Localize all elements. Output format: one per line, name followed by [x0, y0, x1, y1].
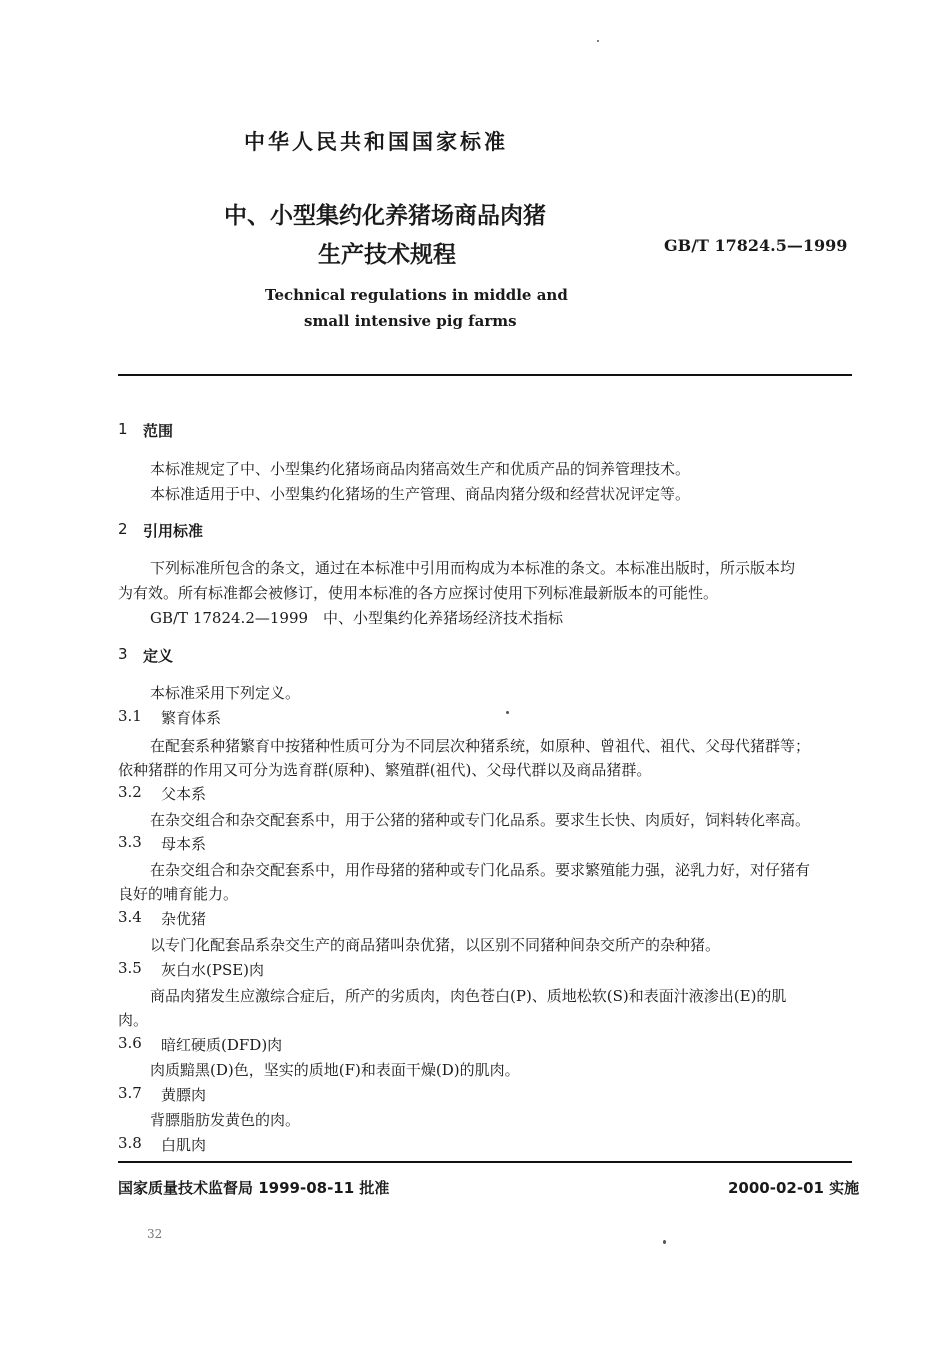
definition-3-5-line1: 商品肉猪发生应激综合症后，所产的劣质肉，肉色苍白(P)、质地松软(S)和表面汁液渗出(E)的肌 [150, 987, 787, 1005]
section-1-paragraph-2: 本标准适用于中、小型集约化猪场的生产管理、商品肉猪分级和经营状况评定等。 [150, 485, 691, 503]
section-2-paragraph-line2: 为有效。所有标准都会被修订，使用本标准的各方应探讨使用下列标准最新版本的可能性。 [118, 584, 719, 602]
section-2-number: 2 [118, 520, 128, 538]
footer-divider [118, 1161, 852, 1163]
definition-3-4-number: 3.4 [118, 908, 142, 926]
definition-3-1-number: 3.1 [118, 707, 142, 725]
definition-3-2-line1: 在杂交组合和杂交配套系中，用于公猪的猪种或专门化品系。要求生长快、肉质好，饲料转化率高。 [150, 811, 811, 829]
title-en-line2: small intensive pig farms [304, 312, 517, 330]
definition-3-3-line2: 良好的哺育能力。 [118, 885, 239, 903]
scan-speck [663, 1240, 666, 1244]
definition-3-6-term: 暗红硬质(DFD)肉 [161, 1036, 283, 1054]
definition-3-5-term: 灰白水(PSE)肉 [161, 961, 265, 979]
section-3-number: 3 [118, 645, 128, 663]
section-3-intro: 本标准采用下列定义。 [150, 684, 301, 702]
standard-number: GB/T 17824.5—1999 [664, 236, 848, 255]
definition-3-2-term: 父本系 [161, 785, 207, 803]
section-1-title: 范围 [143, 422, 174, 440]
definition-3-7-number: 3.7 [118, 1084, 142, 1102]
title-cn-line1: 中、小型集约化养猪场商品肉猪 [224, 203, 546, 229]
definition-3-7-line1: 背膘脂肪发黄色的肉。 [150, 1111, 301, 1129]
definition-3-4-line1: 以专门化配套品系杂交生产的商品猪叫杂优猪，以区别不同猪种间杂交所产的杂种猪。 [150, 936, 721, 954]
definition-3-3-line1: 在杂交组合和杂交配套系中，用作母猪的猪种或专门化品系。要求繁殖能力强，泌乳力好，对仔猪有 [150, 861, 811, 879]
scan-speck [597, 40, 599, 42]
title-en-line1: Technical regulations in middle and [265, 286, 568, 304]
definition-3-6-line1: 肉质黯黑(D)色，坚实的质地(F)和表面干燥(D)的肌肉。 [150, 1061, 520, 1079]
definition-3-3-term: 母本系 [161, 835, 207, 853]
definition-3-8-term: 白肌肉 [161, 1136, 207, 1154]
definition-3-4-term: 杂优猪 [161, 910, 207, 928]
definition-3-3-number: 3.3 [118, 833, 142, 851]
definition-3-8-number: 3.8 [118, 1134, 142, 1152]
definition-3-1-term: 繁育体系 [161, 709, 222, 727]
section-3-title: 定义 [143, 647, 174, 665]
scan-speck [506, 711, 509, 714]
national-standard-heading: 中华人民共和国国家标准 [244, 130, 508, 154]
section-2-reference: GB/T 17824.2—1999 中、小型集约化养猪场经济技术指标 [150, 609, 564, 627]
header-divider [118, 374, 852, 376]
definition-3-5-line2: 肉。 [118, 1011, 149, 1029]
title-cn-line2: 生产技术规程 [318, 242, 456, 268]
section-1-number: 1 [118, 420, 128, 438]
definition-3-6-number: 3.6 [118, 1034, 142, 1052]
implementation-date: 2000-02-01 实施 [728, 1179, 860, 1197]
section-1-paragraph-1: 本标准规定了中、小型集约化猪场商品肉猪高效生产和优质产品的饲养管理技术。 [150, 460, 691, 478]
section-2-title: 引用标准 [143, 522, 204, 540]
definition-3-5-number: 3.5 [118, 959, 142, 977]
definition-3-2-number: 3.2 [118, 783, 142, 801]
approval-line: 国家质量技术监督局 1999-08-11 批准 [118, 1179, 390, 1197]
section-2-paragraph-line1: 下列标准所包含的条文，通过在本标准中引用而构成为本标准的条文。本标准出版时，所示版本均 [150, 559, 796, 577]
definition-3-7-term: 黄膘肉 [161, 1086, 207, 1104]
definition-3-1-line2: 依种猪群的作用又可分为选育群(原种)、繁殖群(祖代)、父母代群以及商品猪群。 [118, 761, 652, 779]
page-number: 32 [147, 1227, 163, 1241]
definition-3-1-line1: 在配套系种猪繁育中按猪种性质可分为不同层次种猪系统，如原种、曾祖代、祖代、父母代猪群等； [150, 737, 811, 755]
